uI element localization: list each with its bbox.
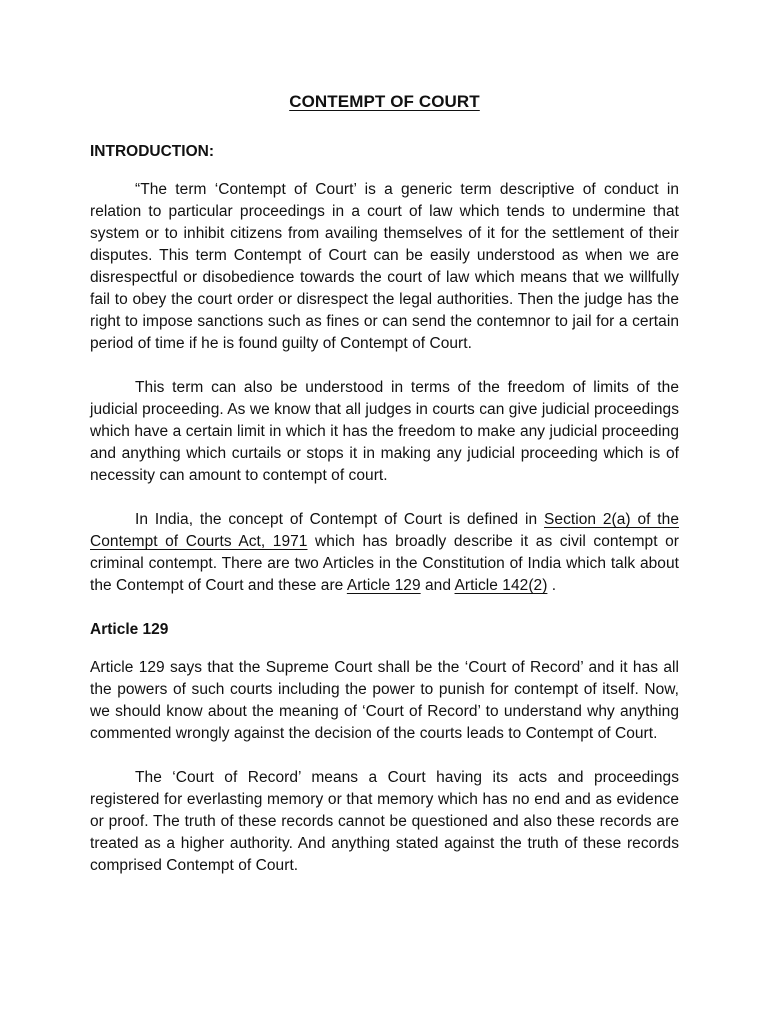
intro-paragraph-3	[90, 509, 679, 597]
section-2a-link[interactable]: Section 2(a) of the Contempt of Courts Act, 1971	[90, 511, 679, 550]
intro-paragraph-3-text-start: In India, the concept of Contempt of Court is defined in	[135, 511, 545, 528]
intro-paragraph-1: “The term ‘Contempt of Court’ is a generic term descriptive of conduct in relation to particular proceedings in a court of law which tends to undermine that system or to inhibit citizens from availing themselves of it for the settlement of their disputes. This term Contempt of Court can be easily understood as when we are disrespectful or disobedience towards the court of law which means that we willfully fail to obey the court order or disrespect the legal authorities. Then the judge has the right to impose sanctions such as fines or can send the contemnor to jail for a certain period of time if he is found guilty of Contempt of Court.	[90, 181, 679, 352]
article-129-heading: Article 129	[90, 621, 169, 638]
intro-paragraph-3-text-end: .	[547, 577, 557, 594]
introduction-heading: INTRODUCTION:	[90, 143, 214, 160]
article-129-paragraph-2: The ‘Court of Record’ means a Court having its acts and proceedings registered for everlasting memory or that memory which has no end and as evidence or proof. The truth of these records cannot be questioned and also these records are treated as a higher authority. And anything stated against the truth of these records comprised Contempt of Court.	[90, 769, 679, 874]
intro-paragraph-3-text-middle: which has broadly describe it as civil contempt or criminal contempt. There are two Articles in the Constitution of India which talk about the Contempt of Court and these are	[90, 533, 679, 594]
article-129-paragraph-1: Article 129 says that the Supreme Court shall be the ‘Court of Record’ and it has all the powers of such courts including the power to punish for contempt of itself. Now, we should know about the meaning of ‘Court of Record’ to understand why anything commented wrongly against the decision of the courts leads to Contempt of Court.	[90, 659, 679, 742]
intro-paragraph-2: This term can also be understood in terms of the freedom of limits of the judicial proceeding. As we know that all judges in courts can give judicial proceedings which have a certain limit in which it has the freedom to make any judicial proceeding and anything which curtails or stops it in making any judicial proceeding which is of necessity can amount to contempt of court.	[90, 379, 679, 484]
intro-paragraph-3-text-and: and	[420, 577, 455, 594]
article-142-link[interactable]: Article 142(2)	[454, 577, 548, 594]
article-129-link[interactable]: Article 129	[346, 577, 421, 594]
document-page	[90, 92, 679, 899]
document-title: CONTEMPT OF COURT	[289, 92, 480, 111]
